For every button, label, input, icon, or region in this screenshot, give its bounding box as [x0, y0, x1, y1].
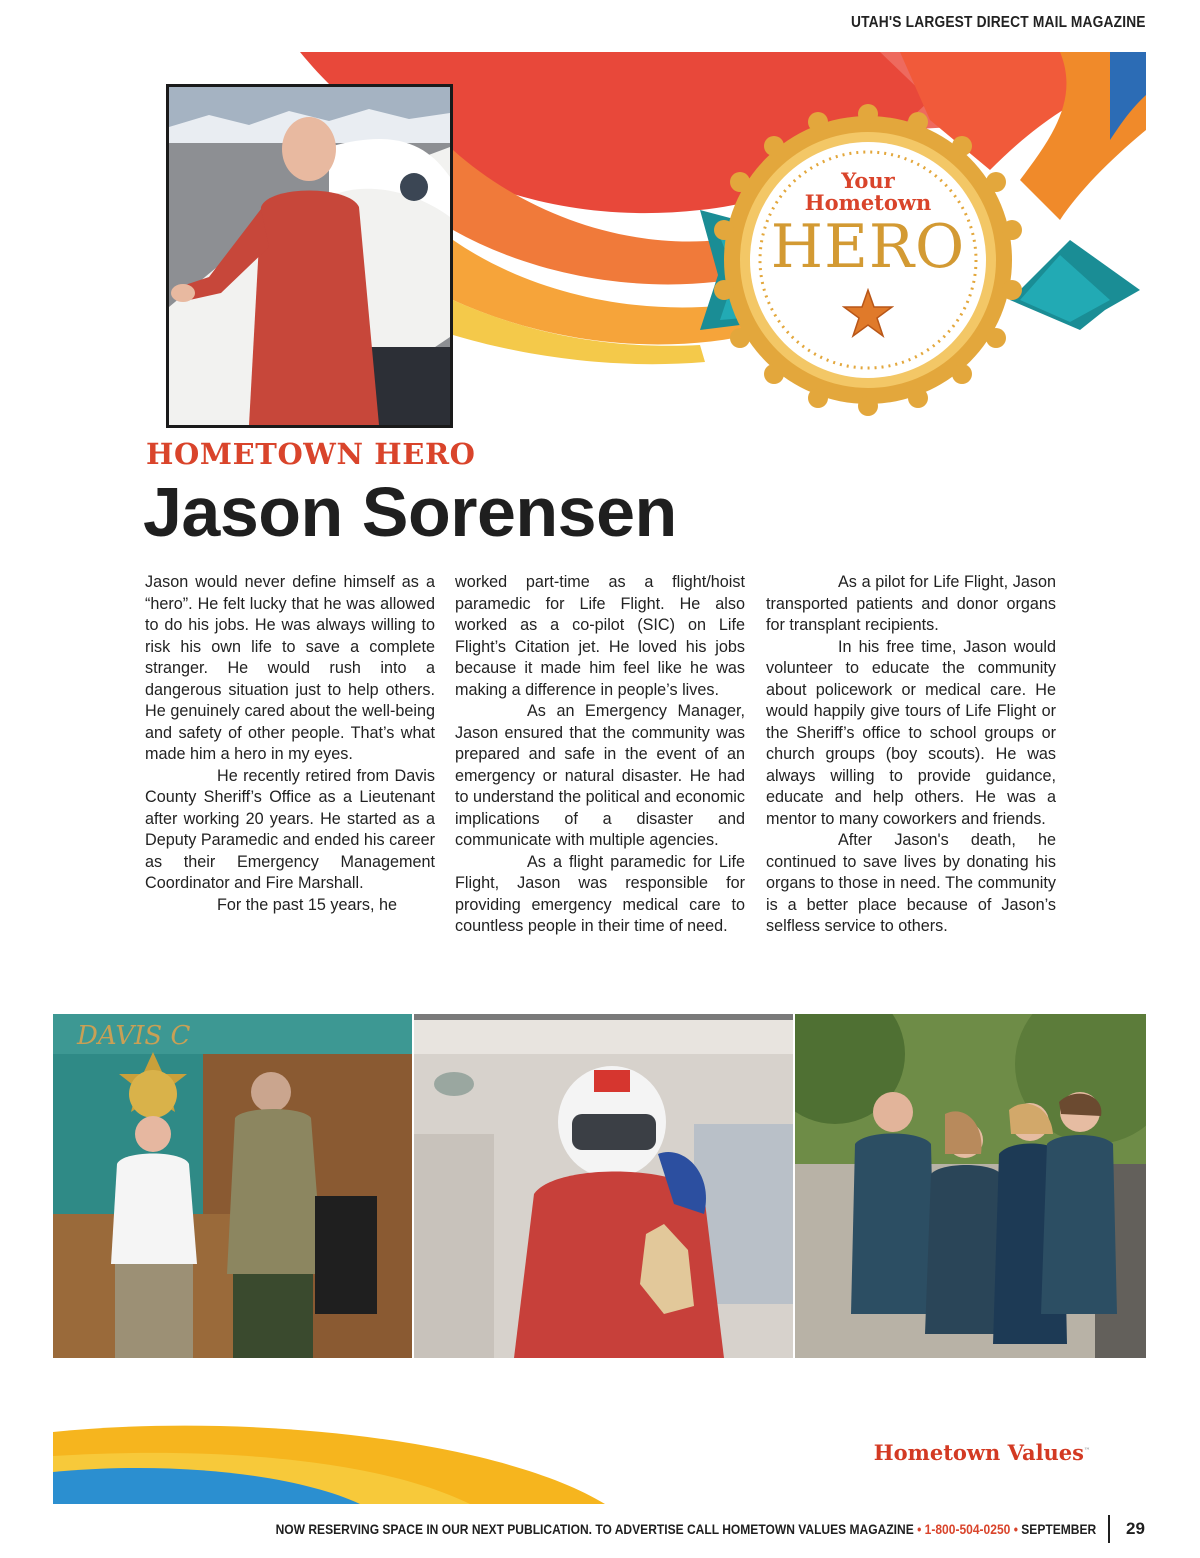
portrait-photo — [166, 84, 453, 428]
badge-line-hero: HERO — [770, 212, 966, 282]
footer-swoosh — [0, 1420, 700, 1510]
article-paragraph: He recently retired from Davis County Sheriff’s Office as a Lieutenant after working 20 years. He started as a Deputy Paramedic and ended his career as their Emergency Management Coordinator and Fire Marshall. — [145, 766, 435, 892]
article-title: Jason Sorensen — [143, 473, 677, 551]
article-paragraph: After Jason's death, he continued to save lives by donating his organs to those in need. The community is a better place because of Jason’s selfless service to others. — [766, 831, 1056, 935]
article-paragraph: Jason would never define himself as a “hero”. He felt lucky that he was allowed to do his jobs. He was always willing to risk his own life to save a complete stranger. He would rush into a dangerous situation just to help others. He genuinely cared about the well-being and safety of other people. That’s what made him a hero in my eyes. — [145, 573, 435, 763]
star-icon — [842, 288, 894, 338]
footer-month: SEPTEMBER — [1021, 1521, 1096, 1537]
hometown-values-logo: Hometown Values™ — [873, 1440, 1090, 1465]
footer-reserve-text: NOW RESERVING SPACE IN OUR NEXT PUBLICATION. TO ADVERTISE CALL HOMETOWN VALUES MAGAZINE — [275, 1521, 914, 1537]
article-kicker: HOMETOWN HERO — [146, 437, 476, 471]
footer-advertise-line: NOW RESERVING SPACE IN OUR NEXT PUBLICATION. TO ADVERTISE CALL HOMETOWN VALUES MAGAZINE • 1-800-504-0250 • SEPTEMBER — [275, 1521, 1096, 1537]
badge-line-your: Your — [841, 168, 895, 193]
article-column-1 — [145, 572, 435, 916]
badge-line-hometown: Hometown — [804, 190, 932, 215]
article-column-2 — [455, 572, 745, 938]
article-paragraph-continued: worked part-time as a flight/hoist paramedic for Life Flight. He also worked as a co-pilot (SIC) on Life Flight’s Citation jet. He loved his jobs because it made him feel like he was making a difference in people’s lives. — [455, 573, 745, 699]
footer-phone[interactable]: 1-800-504-0250 — [924, 1521, 1011, 1537]
article-paragraph: As an Emergency Manager, Jason ensured that the community was prepared and safe in the event of an emergency or natural disaster. He had to understand the political and economic implications of a disaster and communicate with multiple agencies. — [455, 702, 745, 849]
footer-divider — [1108, 1515, 1110, 1543]
article-paragraph: For the past 15 years, he — [217, 895, 397, 914]
wall-lettering: DAVIS C — [77, 1021, 191, 1051]
magazine-tagline: UTAH'S LARGEST DIRECT MAIL MAGAZINE — [851, 14, 1146, 31]
photo-helicopter — [414, 1014, 793, 1358]
article-paragraph: As a pilot for Life Flight, Jason transported patients and donor organs for transplant recipients. — [766, 573, 1056, 634]
article-paragraph: In his free time, Jason would volunteer to educate the community about policework or medical care. He would happily give tours of Life Flight or the Sheriff’s office to school groups or church groups (boy scouts). He was always willing to provide guidance, educate and help others. He was a mentor to many coworkers and friends. — [766, 637, 1056, 828]
article-column-3 — [766, 572, 1056, 938]
photo-family — [795, 1014, 1146, 1358]
article-paragraph: As a flight paramedic for Life Flight, Jason was responsible for providing emergency medical care to countless people in their time of need. — [455, 852, 745, 935]
page-number: 29 — [1126, 1519, 1145, 1538]
photo-sheriff-office — [53, 1014, 412, 1358]
